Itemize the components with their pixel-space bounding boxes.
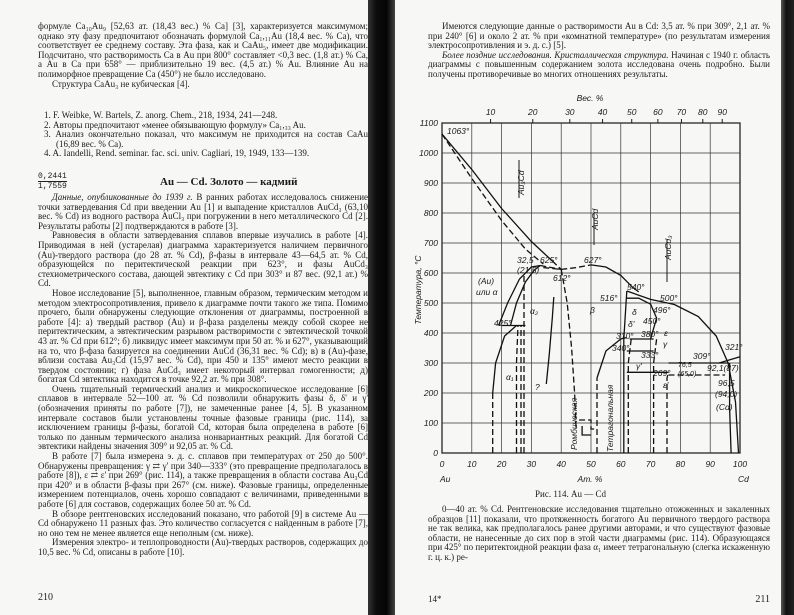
annotation-321: 321° [725, 342, 743, 352]
phase-delta: δ [632, 307, 637, 317]
curve-question-boundary [546, 297, 554, 384]
scan-border [781, 0, 794, 615]
y-tick-label: 200 [423, 388, 438, 398]
compound-aucd3: AuCd₃ [663, 235, 673, 260]
paragraph: Измерения электро- и теплопроводности (Au)-твердых растворов, содержащих до 10,5 вес. % Cd, описаны в работе [10]. [38, 537, 368, 557]
y-tick-label: 800 [423, 208, 438, 218]
tetragonal-label: Тетрагональная [605, 384, 615, 452]
x-left-label: Au [440, 474, 451, 484]
phase-alpha2: α₂ [530, 306, 539, 316]
paragraph: Очень тщательный термический анализ и микроскопическое исследование [6] сплавов в интервале 52—100 ат. % Cd позволили обнаружить фазы δ, δ' и γ' (обозначения приняты по работе [7]), не замеченные ранее [4, 5]. В указанном интервале составов были установлены точные фазовые границы (рис. 114), за исключением границы β-фазы, богатой Cd, которая была определена в работе [6] только по данным термического анализа нонвариантных реакций. Для богатой Cd эвтектики найдены значения 309° и 92,05 ат. % Cd. [38, 383, 368, 452]
phase-au: (Au) [478, 276, 495, 286]
continuation-paragraph: формуле Ca₁₀Au₉ [52,63 ат. (18,43 вес.) % Ca] [3], характеризуется максимумом; однако эту фазу предпочитают обозначать формулой Ca₁,₁₁Au (18,4 вес. % Ca), что соответствует ее среднему составу. Эта фаза, как и CaAu₅, имеет две модификации. Подсчитано, что растворимость Ca в Au при 800° составляет <0,3 вес. (1,8 ат.) % Ca, а Au в Ca при 658° — приблизительно 19 вес. (4,5 ат.) % Au. Влияние Au на полиморфное превращение Ca (450°) не было исследовано. [38, 21, 368, 79]
annotation-496: 496° [653, 305, 671, 315]
page-number-right: 211 [755, 594, 770, 605]
annotation-625: 625° [540, 255, 558, 265]
structure-note: Структура CaAu₃ не кубическая [4]. [52, 78, 190, 89]
top-tick-label: 50 [626, 107, 637, 117]
annotation-333: 333° [641, 350, 659, 360]
phase-beta: β [590, 305, 595, 315]
compound-aucd: AuCd [590, 208, 600, 230]
curve-alpha1-left [517, 326, 519, 454]
x-tick-label: 30 [526, 459, 537, 469]
right-page-bottom-text [428, 505, 770, 605]
top-tick-label: 40 [597, 107, 608, 117]
page-number-left: 210 [38, 592, 53, 603]
ratio-numerator: 0,2441 [38, 172, 67, 181]
phase-unknown: ? [535, 382, 540, 392]
y-axis-label: Температура, °C [413, 255, 423, 325]
x-tick-label: 70 [645, 459, 656, 469]
x-tick-label: 80 [675, 459, 686, 469]
y-tick-label: 500 [423, 298, 438, 308]
annotation-340: 340° [612, 343, 630, 353]
phase-gamma: γ [663, 339, 668, 349]
reference-item: 4. A. Iandelli, Rend. seminar. fac. sci. univ. Cagliari, 19, 1949, 133—139. [44, 148, 310, 159]
annotations [447, 126, 743, 452]
compound-au3cd: Au₃Cd [516, 170, 526, 195]
paragraph: В обзоре рентгеновских исследований показано, что работой [9] в системе Au — Cd обнаружено 11 разных фаз. Это количество согласуется с найденным в работе [7], но оно тем не менее является еще неполным (см. ниже). [38, 508, 368, 538]
phase-delta-prime: δ' [628, 319, 635, 329]
annotation-612: 612° [553, 273, 571, 283]
paragraph: В работе [7] была измерена э. д. с. сплавов при температурах от 250 до 500°. Обнаружены превращения: γ ⇄ γ' при 340—333° (это превращение предполагалось в работе [8]), ε ⇄ ε' при 269° (рис. 114), а также превращения в области состава Au₃Cd при 420° и в области β-фазы при 267° (см. ниже). Фазовые границы, определенные измерением потенциалов, очень хорошо совпадают с величинами, приведенными в работе [6] для составов, содержащих более 50 ат. % Cd. [38, 451, 368, 509]
ratio-denominator: 1,7559 [38, 182, 67, 191]
curve-gamma-left2 [628, 339, 631, 453]
annotation-94-0: (94,0) [715, 389, 738, 399]
paragraph: Равновесия в области затвердевания сплавов впервые изучались в работе [4]. Приводимая в ней (устарелая) диаграмма характеризуется наличием первичного (Au)-твердого раствора (до 28 ат. % Cd), β-фазы в интервале 43—64,5 ат. % Cd, образующейся по перитектической реакции при 623°, и фазы AuCd₃ стехиометрического состава, дающей эвтектику с Cd при 303° и 87 вес. (92,1 ат.) % Cd. [38, 230, 368, 289]
top-axis-label: Вес. % [576, 93, 604, 103]
curve-au-solvus [493, 326, 517, 394]
top-tick-label: 20 [528, 107, 538, 117]
y-tick-label: 600 [423, 268, 438, 278]
curve-gamma-left [624, 291, 627, 453]
x-tick-label: 0 [439, 459, 445, 469]
top-tick-label: 70 [676, 107, 687, 117]
y-tick-label: 1000 [419, 148, 438, 158]
phase-epsilon: ε [664, 328, 668, 338]
orthorhombic-label: Ромбическая [569, 397, 579, 450]
top-tick-label: 30 [565, 107, 575, 117]
section-title: Au — Cd. Золото — кадмий [160, 176, 298, 188]
right-page-footer [428, 588, 770, 605]
y-tick-label: 0 [433, 448, 438, 458]
x-right-label: Cd [738, 474, 749, 484]
paragraph: Данные, опубликованные до 1939 г. В ранних работах исследовалось снижение точки затвердевания Cd при введении Au [1] и выпадение кристаллов AuCd₃ (63,10 вес. % Cd) из водного раствора AuCl₃ при погружении в него металлического Cd [2]. Результаты работы [2] подтверждаются в работе [3]. [38, 192, 368, 231]
annotation-516: 516° [600, 293, 618, 303]
later-research-paragraph: Более поздние исследования. Кристаллическая структура. Начиная с 1940 г. область диаграммы с повышенным содержанием золота исследована очень подробно. Были получены противоречивые во многих отношениях результаты. [428, 49, 770, 79]
x-tick-label: 10 [467, 459, 477, 469]
annotation-309: 309° [693, 351, 711, 361]
signature-mark: 14* [428, 594, 442, 604]
phase-au-alpha: или α [476, 287, 498, 297]
annotation-92-1: 92,1(87) [707, 363, 739, 373]
x-tick-label: 90 [705, 459, 715, 469]
annotation-540: 540° [627, 282, 645, 292]
phase-gamma-prime: γ' [636, 361, 642, 371]
reference-item: 3. Анализ окончательно показал, что максимум не приходится на состав CaAu (16,89 вес. % Ca). [44, 129, 368, 149]
bottom-axis-label: Ат. % [577, 474, 603, 484]
reference-item: 2. Авторы предпочитают «менее обязывающую формулу» Ca₁,₃₃ Au. [44, 119, 306, 130]
x-tick-label: 20 [496, 459, 507, 469]
annotation-500: 500° [660, 293, 678, 303]
annotation-1063: 1063° [447, 126, 470, 136]
curve-ortho-box2 [582, 426, 591, 435]
annotation-380: 380° [641, 329, 659, 339]
bottom-paragraph: 0—40 ат. % Cd. Рентгеновские исследования тщательно отожженных и закаленных образцов [11] показали, что протяженность богатого Au первичного твердого раствора не так велика, как предполагалось ранее другими авторами, и что существуют фазовые области, не нанесенные до сих пор в этой части диаграммы (рис. 114). Образующаяся при 425° по перитектоидной реакции фаза α₁ имеет тетрагональную (слегка искаженную г. ц. к.) ре- [428, 504, 770, 562]
curve-solidus-au [442, 134, 543, 264]
paragraph: Новое исследование [5], выполненное, главным образом, термическим методом и методом электросопротивления, привело к диаграмме почти такого же типа. Помимо прочего, были обнаружены следующие отклонения от диаграммы, построенной в работе [4]: а) твердый раствор (Au) и β-фаза разделены между собой скорее не перитектическим, а эвтектическим разрывом растворимости с эвтектической точкой 43 ат. % Cd при 612°; б) ликвидус имеет максимум при 50 ат. % и 627°, указывающий на то, что β-фаза базируется на соединении AuCd (36,31 вес. % Cd); в) в (Au)-фазе, вблизи состава Au₃Cd (15,97 вес. % Cd), при 450 и 135° имеют место реакции в твердом состоянии; г) фаза AuCd₃ имеет некоторый интервал гомогенности; д) богатая Cd эвтектика находится в точке 92,2 ат. % при 308°. [38, 287, 368, 385]
solubility-paragraph: Имеются следующие данные о растворимости Au в Cd: 3,5 ат. % при 309°, 2,1 ат. % при 240° [6] и около 2 ат. % при «комнатной температуре» (по результатам измерения электросопротивления и э. д. с.) [5]. [428, 21, 770, 51]
annotation-450: 450° [643, 316, 661, 326]
annotation-96-5: 96,5 [718, 378, 735, 388]
phase-epsilon-prime: ε' [663, 380, 669, 390]
annotation-32-5: 32,5 [517, 255, 534, 265]
y-tick-label: 300 [423, 358, 438, 368]
annotation-269: 269° [653, 368, 671, 378]
top-tick-label: 80 [698, 107, 708, 117]
x-tick-label: 100 [732, 459, 748, 469]
y-tick-label: 100 [423, 418, 438, 428]
y-tick-label: 1100 [419, 118, 438, 128]
y-tick-label: 900 [423, 178, 438, 188]
annotation-627: 627° [584, 255, 602, 265]
reference-item: 1. F. Weibke, W. Bartels, Z. anorg. Chem., 218, 1934, 241—248. [44, 110, 278, 120]
annotation-21-5: (21,5) [517, 265, 540, 275]
annotation-76-5: 76,5 [678, 362, 692, 369]
top-tick-label: 90 [717, 107, 727, 117]
top-tick-label: 60 [653, 107, 663, 117]
x-tick-label: 50 [586, 459, 596, 469]
annotation-310: 310° [616, 331, 634, 341]
annotation-425: 425° [494, 318, 512, 328]
y-tick-label: 400 [423, 328, 438, 338]
axis-ticks [419, 107, 747, 469]
y-tick-label: 700 [423, 238, 438, 248]
x-tick-label: 40 [556, 459, 566, 469]
phase-cd: (Cd) [716, 402, 733, 412]
annotation-65-0: (65,0) [678, 371, 697, 378]
figure-caption: Рис. 114. Au — Cd [535, 489, 606, 499]
top-tick-label: 10 [485, 107, 496, 117]
phase-alpha1: α₁ [506, 372, 514, 382]
x-tick-label: 60 [616, 459, 626, 469]
